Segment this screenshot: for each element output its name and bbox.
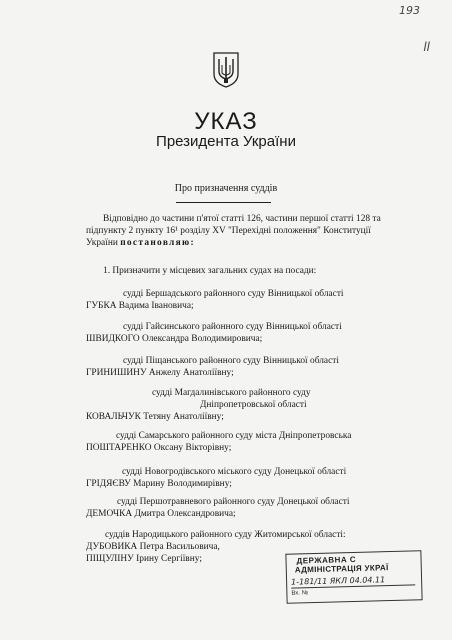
appointment-name: ПОШТАРЕНКО Оксану Вікторівну;: [86, 443, 232, 453]
appointment-name: ГРИНИШИНУ Анжелу Анатоліївну;: [86, 368, 234, 378]
appointment-position: суддів Народицького районного суду Житомирської області:: [105, 530, 346, 540]
handwritten-note: ll: [423, 40, 430, 54]
preamble-line-3-start: України: [86, 238, 118, 248]
stamp-line-2: АДМІНІСТРАЦІЯ УКРАЇ: [294, 563, 389, 575]
appointment-position-cont: Дніпропетровської області: [200, 400, 307, 410]
appointment-position: судді Першотравневого районного суду Донецької області: [117, 497, 350, 507]
appointment-name: ДУБОВИКА Петра Васильовича,: [86, 542, 220, 552]
appointment-position: судді Магдалинівського районного суду: [152, 388, 311, 398]
appointment-position: судді Бершадського районного суду Вінницької області: [123, 289, 344, 299]
trident-emblem-icon: [212, 52, 240, 88]
stamp-handwritten-entry: 1-181/11 ЯКЛ 04.04.11: [290, 575, 386, 587]
appointment-name: ДЕМОЧКА Дмитра Олександровича;: [86, 509, 236, 519]
handwritten-page-number: 193: [399, 4, 420, 17]
decree-title: УКАЗ: [194, 108, 258, 135]
preamble-line-2: підпункту 2 пункту 16¹ розділу XV "Перехідні положення" Конституції: [86, 226, 371, 236]
preamble-operative-word: постановляю:: [120, 238, 195, 248]
stamp-line-1: ДЕРЖАВНА С: [296, 554, 357, 566]
preamble-line-3: [86, 237, 195, 249]
appointment-name: ШВИДКОГО Олександра Володимировича;: [86, 334, 263, 344]
item-1-heading: 1. Призначити у місцевих загальних судах на посади:: [103, 266, 317, 276]
appointment-name: КОВАЛЬЧУК Тетяну Анатоліївну;: [86, 412, 224, 422]
registration-stamp: [285, 550, 422, 604]
decree-subject: Про призначення суддів: [174, 183, 278, 194]
appointment-position: судді Піщанського районного суду Вінницької області: [123, 356, 339, 366]
appointment-name: ПІЩУЛІНУ Ірину Сергіївну;: [86, 554, 202, 564]
subject-underline: [176, 202, 271, 203]
decree-subtitle: Президента України: [156, 133, 296, 150]
appointment-position: судді Гайсинського районного суду Вінницької області: [123, 322, 342, 332]
appointment-name: ГРІДЯЄВУ Марину Володимирівну;: [86, 479, 232, 489]
appointment-name: ГУБКА Вадима Івановича;: [86, 301, 194, 311]
appointment-position: судді Новогродівського міського суду Донецької області: [122, 467, 347, 477]
appointment-position: судді Самарського районного суду міста Дніпропетровська: [116, 431, 352, 441]
stamp-label: Вх. №: [291, 590, 309, 597]
preamble-line-1: Відповідно до частини п'ятої статті 126, частини першої статті 128 та: [103, 214, 381, 224]
